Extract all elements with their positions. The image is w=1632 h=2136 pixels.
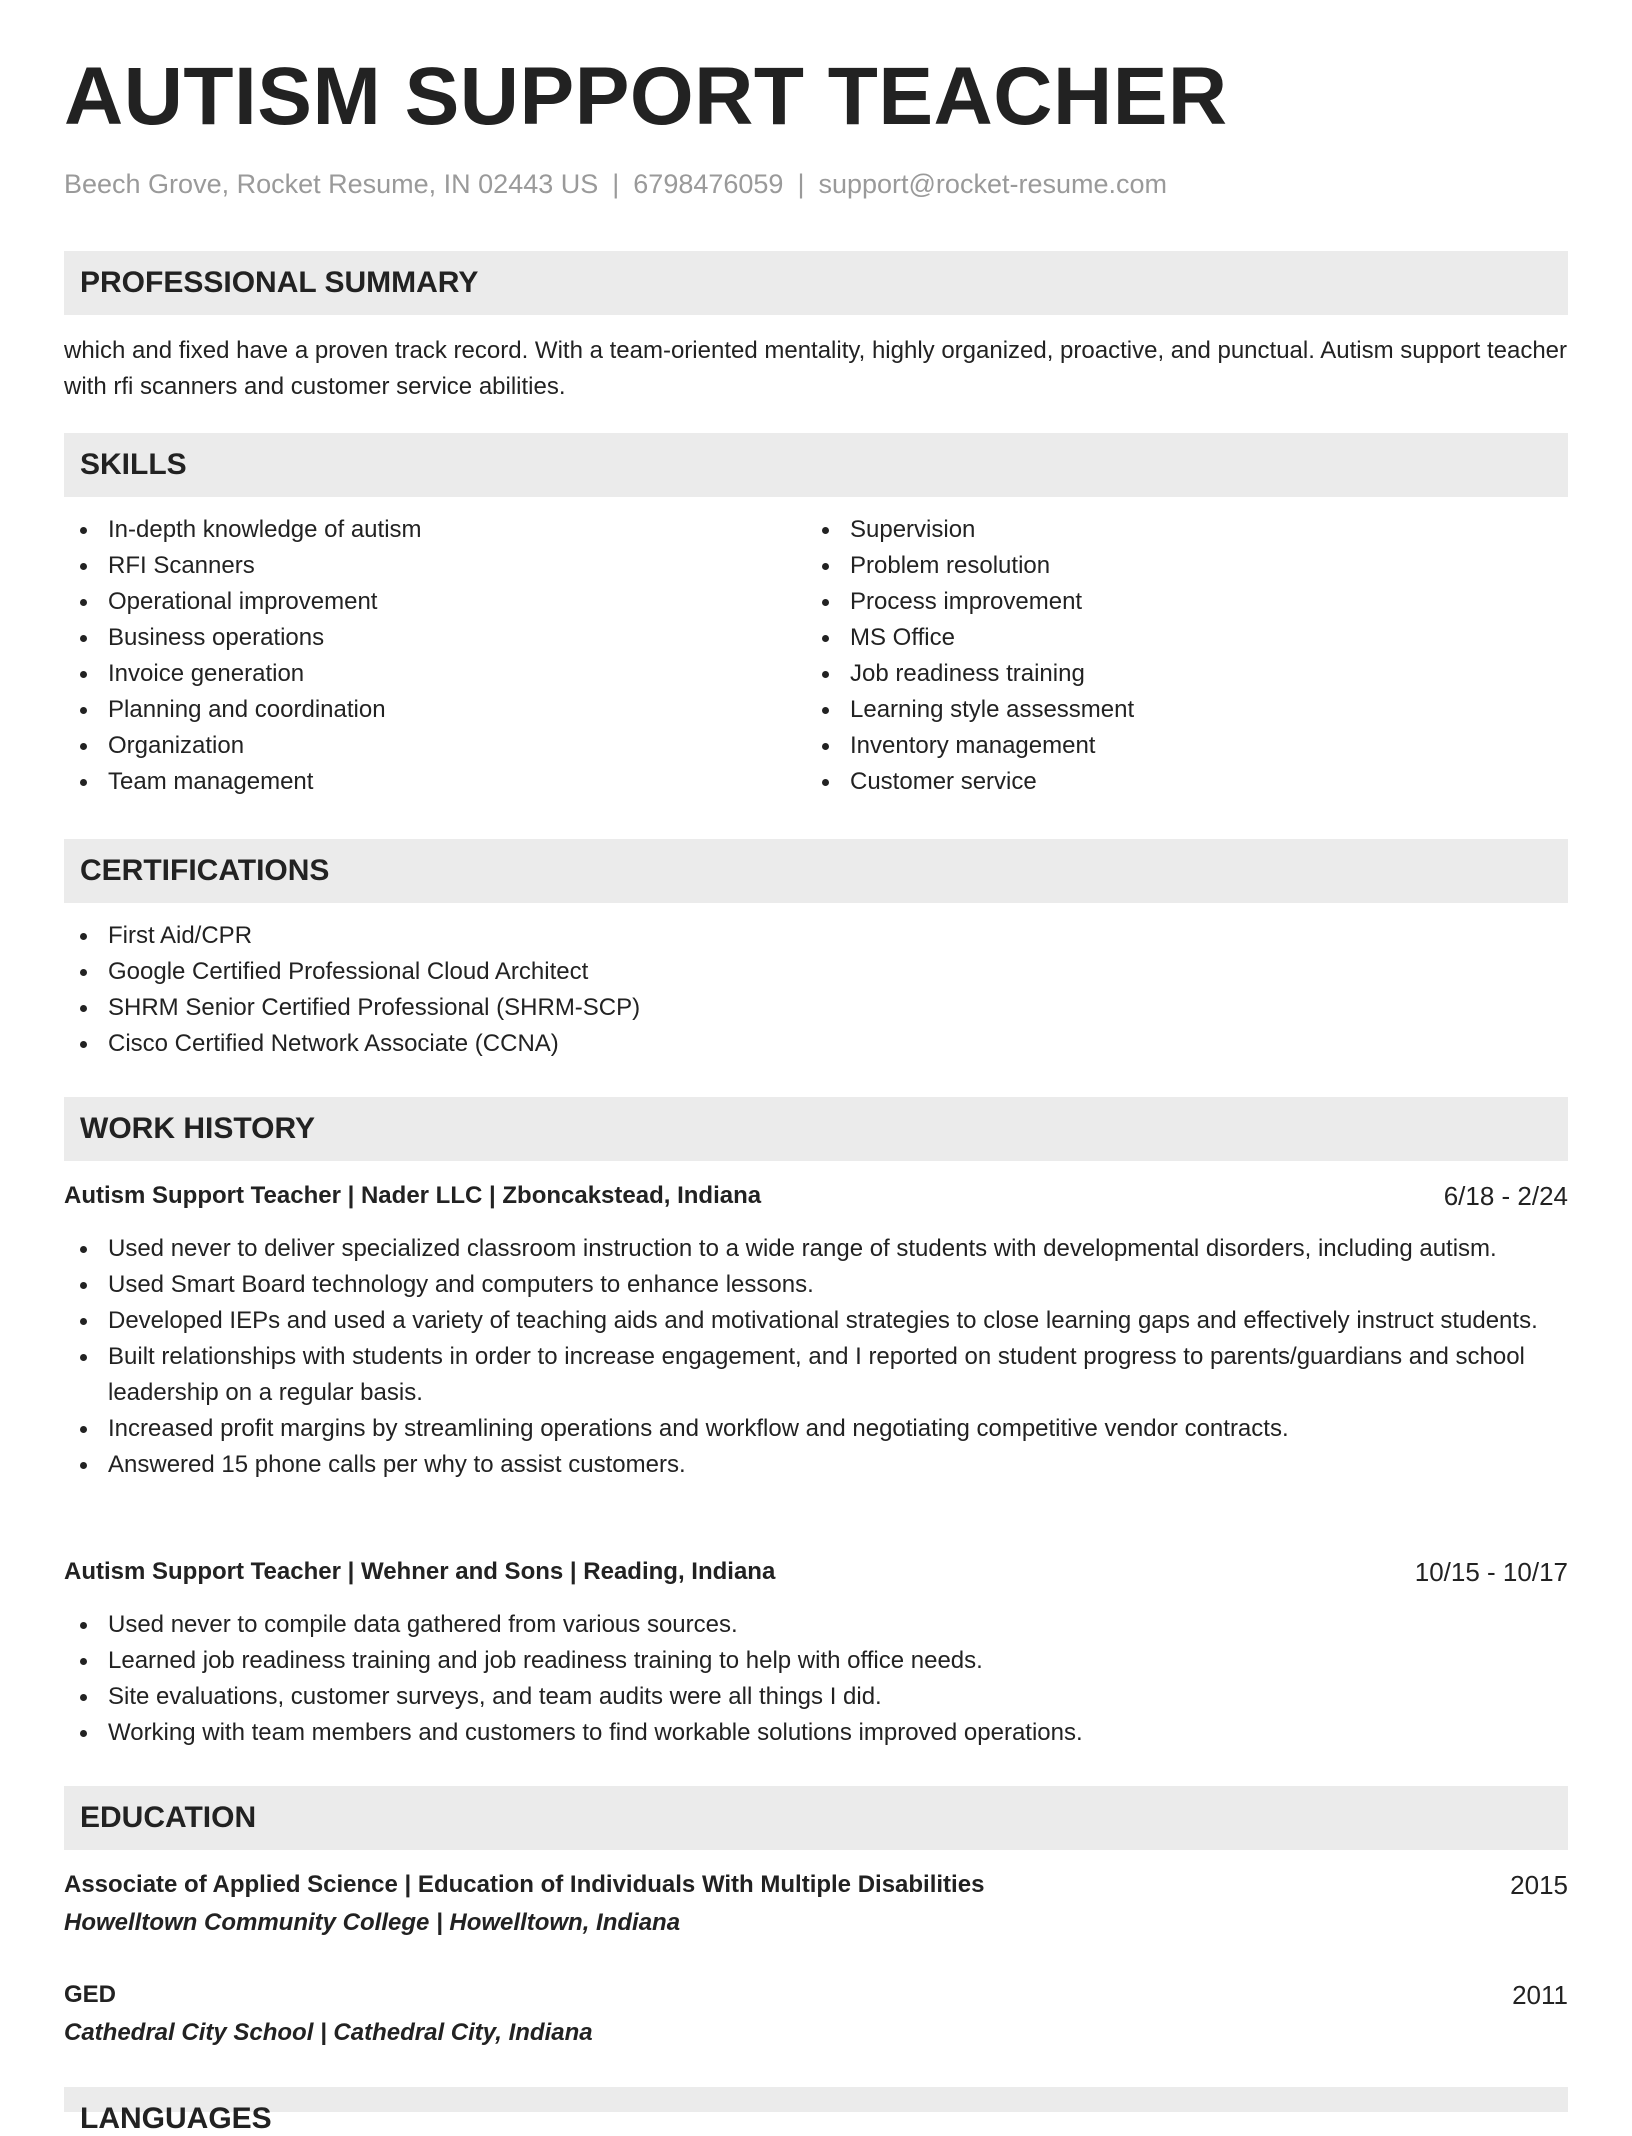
contact-separator: | <box>797 169 805 199</box>
skills-list-left <box>64 512 804 800</box>
job-bullet: Site evaluations, customer surveys, and team audits were all things I did. <box>64 1679 1568 1715</box>
skills-list-right <box>806 512 1546 800</box>
skill-item: Operational improvement <box>64 584 804 620</box>
job-bullet: Increased profit margins by streamlining operations and workflow and negotiating competitive vendor contracts. <box>64 1411 1568 1447</box>
skill-item: MS Office <box>806 620 1546 656</box>
job-bullet: Used Smart Board technology and computers to enhance lessons. <box>64 1267 1568 1303</box>
skills-section-header <box>64 433 1568 497</box>
job-title: Autism Support Teacher | Wehner and Sons | Reading, Indiana <box>64 1558 776 1585</box>
job-bullet: Learned job readiness training and job readiness training to help with office needs. <box>64 1643 1568 1679</box>
skill-item: Problem resolution <box>806 548 1546 584</box>
skill-item: Team management <box>64 764 804 800</box>
skill-item: Supervision <box>806 512 1546 548</box>
certification-item: First Aid/CPR <box>64 918 1568 954</box>
resume-title: AUTISM SUPPORT TEACHER <box>64 51 1228 142</box>
work-section-header <box>64 1097 1568 1161</box>
resume-page <box>64 0 1568 2135</box>
contact-separator: | <box>612 169 620 199</box>
job-bullet: Used never to deliver specialized classroom instruction to a wide range of students with developmental disorders, including autism. <box>64 1231 1568 1267</box>
education-year: 2015 <box>1510 1870 1568 1900</box>
job-bullets <box>64 1231 1568 1483</box>
job-bullet: Built relationships with students in order to increase engagement, and I reported on student progress to parents/guardians and school leadership on a regular basis. <box>64 1339 1568 1411</box>
certifications-list <box>64 918 1568 1062</box>
skills-heading: SKILLS <box>80 448 187 481</box>
skill-item: Process improvement <box>806 584 1546 620</box>
skill-item: Learning style assessment <box>806 692 1546 728</box>
education-school: Cathedral City School | Cathedral City, Indiana <box>64 2019 593 2046</box>
contact-phone: 6798476059 <box>633 169 784 199</box>
skill-item: Organization <box>64 728 804 764</box>
education-degree: GED <box>64 1981 117 2008</box>
job-bullet: Answered 15 phone calls per why to assist customers. <box>64 1447 1568 1483</box>
job-dates: 6/18 - 2/24 <box>1443 1181 1568 1211</box>
education-degree: Associate of Applied Science | Education of Individuals With Multiple Disabilities <box>64 1871 985 1898</box>
education-section-header <box>64 1786 1568 1850</box>
certification-item: SHRM Senior Certified Professional (SHRM-SCP) <box>64 990 1568 1026</box>
job-bullet: Developed IEPs and used a variety of teaching aids and motivational strategies to close learning gaps and effectively instruct students. <box>64 1303 1568 1339</box>
skill-item: Invoice generation <box>64 656 804 692</box>
languages-section-header <box>64 2087 1568 2135</box>
job-bullets <box>64 1607 1568 1751</box>
summary-section-header <box>64 251 1568 315</box>
skill-item: In-depth knowledge of autism <box>64 512 804 548</box>
certifications-heading: CERTIFICATIONS <box>80 854 330 887</box>
summary-text: which and fixed have a proven track record. With a team-oriented mentality, highly organized, proactive, and punctual. Autism support teacher with rfi scanners and customer service abilities. <box>64 337 1568 400</box>
skill-item: Inventory management <box>806 728 1546 764</box>
job-bullet: Used never to compile data gathered from various sources. <box>64 1607 1568 1643</box>
education-school: Howelltown Community College | Howelltown, Indiana <box>64 1909 681 1936</box>
job-title: Autism Support Teacher | Nader LLC | Zboncakstead, Indiana <box>64 1182 762 1209</box>
contact-line <box>64 169 1167 200</box>
summary-heading: PROFESSIONAL SUMMARY <box>80 266 479 299</box>
job-dates: 10/15 - 10/17 <box>1414 1557 1568 1587</box>
skill-item: RFI Scanners <box>64 548 804 584</box>
skill-item: Customer service <box>806 764 1546 800</box>
certifications-section-header <box>64 839 1568 903</box>
certification-item: Cisco Certified Network Associate (CCNA) <box>64 1026 1568 1062</box>
job-bullet: Working with team members and customers to find workable solutions improved operations. <box>64 1715 1568 1751</box>
skill-item: Job readiness training <box>806 656 1546 692</box>
certification-item: Google Certified Professional Cloud Architect <box>64 954 1568 990</box>
work-heading: WORK HISTORY <box>80 1112 316 1145</box>
skill-item: Planning and coordination <box>64 692 804 728</box>
skill-item: Business operations <box>64 620 804 656</box>
languages-heading: LANGUAGES <box>80 2102 272 2135</box>
contact-email[interactable]: support@rocket-resume.com <box>818 169 1167 199</box>
education-year: 2011 <box>1512 1980 1568 2010</box>
education-heading: EDUCATION <box>80 1801 257 1834</box>
contact-address: Beech Grove, Rocket Resume, IN 02443 US <box>64 169 599 199</box>
